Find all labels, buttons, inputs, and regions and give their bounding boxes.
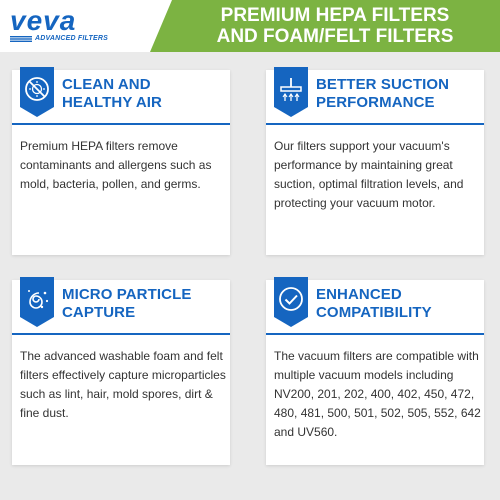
headline-line-2: AND FOAM/FELT FILTERS [216, 26, 454, 47]
feature-card-header [266, 280, 484, 335]
feature-title-line-2: COMPATIBILITY [316, 304, 432, 321]
feature-title [316, 286, 484, 322]
feature-card-header [12, 70, 230, 125]
virus-blocked-icon [20, 67, 54, 117]
feature-card-header [12, 280, 230, 335]
feature-title-line-1: MICRO PARTICLE [62, 286, 192, 303]
feature-description: Premium HEPA filters remove contaminants and allergens such as mold, bacteria, pollen, and germs. [20, 139, 212, 191]
feature-description: The vacuum filters are compatible with multiple vacuum models including NV200, 201, 202, 400, 402, 450, 472, 480, 481, 500, 501, 502, 505, 552, 642 and UV560. [274, 349, 481, 439]
feature-title-line-2: HEALTHY AIR [62, 94, 162, 111]
header-banner [0, 0, 500, 52]
feature-title-line-1: ENHANCED [316, 286, 402, 303]
feature-card-micro-particle [12, 280, 230, 465]
feature-card-compatibility [266, 280, 484, 465]
feature-card-clean-air [12, 70, 230, 255]
feature-description: The advanced washable foam and felt filters effectively capture microparticles such as lint, hair, mold spores, dirt & fine dust. [20, 349, 226, 420]
feature-title [62, 286, 230, 322]
veva-logo [10, 6, 130, 46]
check-circle-icon [274, 277, 308, 327]
feature-title-line-2: PERFORMANCE [316, 94, 435, 111]
vacuum-suction-icon [274, 67, 308, 117]
logo-tagline: ADVANCED FILTERS [35, 35, 108, 42]
dust-swirl-icon [20, 277, 54, 327]
feature-card-header [266, 70, 484, 125]
logo-stripes-icon [10, 36, 32, 42]
feature-title [316, 76, 484, 112]
feature-description: Our filters support your vacuum's performance by maintaining great suction, optimal filtration levels, and protecting your vacuum motor. [274, 139, 464, 210]
feature-title [62, 76, 230, 112]
headline [175, 5, 495, 47]
feature-title-line-1: CLEAN AND [62, 76, 151, 93]
feature-title-line-2: CAPTURE [62, 304, 136, 321]
headline-line-1: PREMIUM HEPA FILTERS [220, 5, 450, 26]
feature-card-suction [266, 70, 484, 255]
logo-wordmark: veva [10, 5, 77, 36]
feature-title-line-1: BETTER SUCTION [316, 76, 450, 93]
